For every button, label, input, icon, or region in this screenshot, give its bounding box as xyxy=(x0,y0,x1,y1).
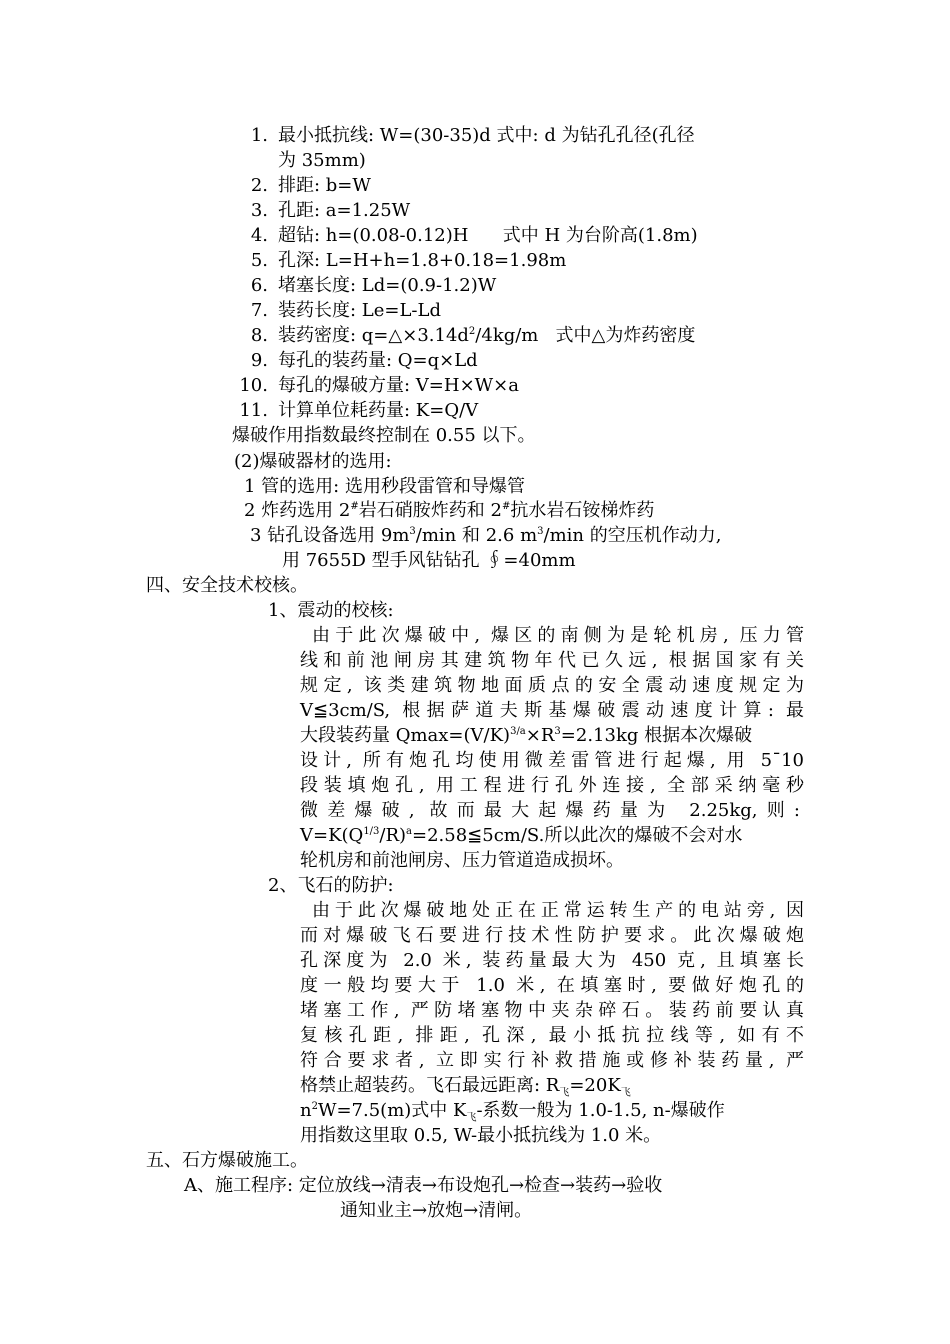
superscript: 2 xyxy=(468,326,476,337)
blasting-index-note: 爆破作用指数最终控制在 0.55 以下。 xyxy=(232,425,536,446)
list-number: 5. xyxy=(250,250,268,271)
paragraph-line: 用指数这里取 0.5, W-最小抵抗线为 1.0 米。 xyxy=(300,1125,662,1146)
text-run: -系数一般为 1.0-1.5, n-爆破作 xyxy=(476,1100,725,1121)
subscript: 飞 xyxy=(559,1087,570,1099)
paragraph-line: 而对爆破飞石要进行技术性防护要求。此次爆破炮 xyxy=(300,925,804,946)
list-text: 最小抵抗线: W=(30-35)d 式中: d 为钻孔孔径(孔径 xyxy=(278,125,695,146)
list-number: 4. xyxy=(250,225,268,246)
list-number: 7. xyxy=(250,300,268,321)
paragraph-line: 规定, 该类建筑物地面质点的安全震动速度规定为 xyxy=(300,675,804,696)
list-number: 11. xyxy=(239,400,268,421)
superscript: # xyxy=(350,501,359,512)
text-run: 3 钻孔设备选用 9m xyxy=(250,525,410,546)
list-number: 8. xyxy=(250,325,268,346)
paragraph-line: 设计, 所有炮孔均使用微差雷管进行起爆, 用 5¯10 xyxy=(300,750,804,771)
text-run: /4kg/m 式中△为炸药密度 xyxy=(475,325,696,346)
text-run: /min 和 2.6 m xyxy=(415,525,538,546)
text-run: V=K(Q xyxy=(300,825,364,846)
text-run: ×R xyxy=(525,725,555,746)
paragraph-line: 度一般均要大于 1.0 米, 在填塞时, 要做好炮孔的 xyxy=(300,975,804,996)
equipment-item xyxy=(244,499,654,523)
section-heading: 五、石方爆破施工。 xyxy=(146,1150,308,1171)
list-text xyxy=(278,324,695,348)
text-run: /R) xyxy=(379,825,407,846)
paragraph-line: 复核孔距, 排距, 孔深, 最小抵抗拉线等, 如有不 xyxy=(300,1025,804,1046)
section-heading: 四、安全技术校核。 xyxy=(146,575,308,596)
list-text: 孔深: L=H+h=1.8+0.18=1.98m xyxy=(278,250,567,271)
paragraph-line: 段装填炮孔, 用工程进行孔外连接, 全部采纳毫秒 xyxy=(300,775,804,796)
paragraph-line: 轮机房和前池闸房、压力管道造成损坏。 xyxy=(300,850,624,871)
procedure-line-continued: 通知业主→放炮→清闸。 xyxy=(340,1200,533,1221)
superscript: 2 xyxy=(311,1101,318,1112)
paragraph-line: 孔深度为 2.0 米, 装药量最大为 450 克, 且填塞长 xyxy=(300,950,804,971)
equipment-item: 1 管的选用: 选用秒段雷管和导爆管 xyxy=(244,476,525,497)
text-run: n xyxy=(300,1100,312,1121)
text-run: =20K xyxy=(569,1075,621,1096)
paragraph-line: 由于此次爆破中, 爆区的南侧为是轮机房, 压力管 xyxy=(312,625,804,646)
list-text: 孔距: a=1.25W xyxy=(278,200,411,221)
list-text: 为 35mm) xyxy=(278,150,366,171)
list-number: 9. xyxy=(250,350,268,371)
subheading-equipment: (2)爆破器材的选用: xyxy=(234,451,392,472)
subscript: 飞 xyxy=(466,1112,477,1124)
superscript: 3 xyxy=(554,726,561,737)
list-text: 计算单位耗药量: K=Q/V xyxy=(278,400,479,421)
paragraph-line: 微差爆破, 故而最大起爆药量为 2.25kg,则: xyxy=(300,800,800,821)
superscript: a xyxy=(406,826,413,837)
text-run: /min 的空压机作动力, xyxy=(543,525,722,546)
list-number: 10. xyxy=(239,375,268,396)
text-run: =2.58≦5cm/S.所以此次的爆破不会对水 xyxy=(412,825,743,846)
superscript: # xyxy=(501,501,511,512)
paragraph-line: 由于此次爆破地处正在正常运转生产的电站旁, 因 xyxy=(312,900,804,921)
list-text: 排距: b=W xyxy=(278,175,371,196)
paragraph-line xyxy=(300,1099,804,1123)
equipment-item xyxy=(250,524,721,548)
superscript: 3 xyxy=(537,526,544,537)
text-run: 岩石硝胺炸药和 2 xyxy=(358,500,502,521)
text-run: 大段装药量 Qmax=(V/K) xyxy=(300,725,511,746)
list-number: 6. xyxy=(250,275,268,296)
list-text: 堵塞长度: Ld=(0.9-1.2)W xyxy=(278,275,497,296)
superscript: 3/a xyxy=(510,726,526,737)
subheading-flying-rock: 2、飞石的防护: xyxy=(268,875,394,896)
paragraph-line xyxy=(300,824,804,848)
subheading-vibration: 1、震动的校核: xyxy=(268,600,394,621)
paragraph-line: 符合要求者, 立即实行补救措施或修补装药量, 严 xyxy=(300,1050,804,1071)
list-number: 1. xyxy=(250,125,268,146)
paragraph-line xyxy=(300,724,804,748)
equipment-item-continued: 用 7655D 型手风钻钻孔 ∮=40mm xyxy=(282,550,576,571)
text-run: 2 炸药选用 2 xyxy=(244,500,351,521)
procedure-line: A、施工程序: 定位放线→清表→布设炮孔→检查→装药→验收 xyxy=(184,1175,663,1196)
superscript: 3 xyxy=(409,526,416,537)
superscript: 1/3 xyxy=(363,826,380,837)
text-run: 抗水岩石铵梯炸药 xyxy=(510,500,655,521)
list-text: 每孔的装药量: Q=q×Ld xyxy=(278,350,478,371)
list-number: 2. xyxy=(250,175,268,196)
list-text: 超钻: h=(0.08-0.12)H 式中 H 为台阶高(1.8m) xyxy=(278,225,698,246)
subscript: 飞 xyxy=(620,1087,631,1099)
list-text: 每孔的爆破方量: V=H×W×a xyxy=(278,375,519,396)
paragraph-line: V≦3cm/S, 根据萨道夫斯基爆破震动速度计算: 最 xyxy=(300,700,804,721)
text-run: W=7.5(m)式中 K xyxy=(317,1100,467,1121)
text-run: 格禁止超装药。飞石最远距离: R xyxy=(300,1075,560,1096)
text-run: =2.13kg 根据本次爆破 xyxy=(560,725,753,746)
paragraph-line xyxy=(300,1074,804,1098)
paragraph-line: 线和前池闸房其建筑物年代已久远, 根据国家有关 xyxy=(300,650,804,671)
list-text: 装药长度: Le=L-Ld xyxy=(278,300,441,321)
list-number: 3. xyxy=(250,200,268,221)
text-run: 装药密度: q=△×3.14d xyxy=(278,325,469,346)
paragraph-line: 堵塞工作, 严防堵塞物中夹杂碎石。装药前要认真 xyxy=(300,1000,804,1021)
